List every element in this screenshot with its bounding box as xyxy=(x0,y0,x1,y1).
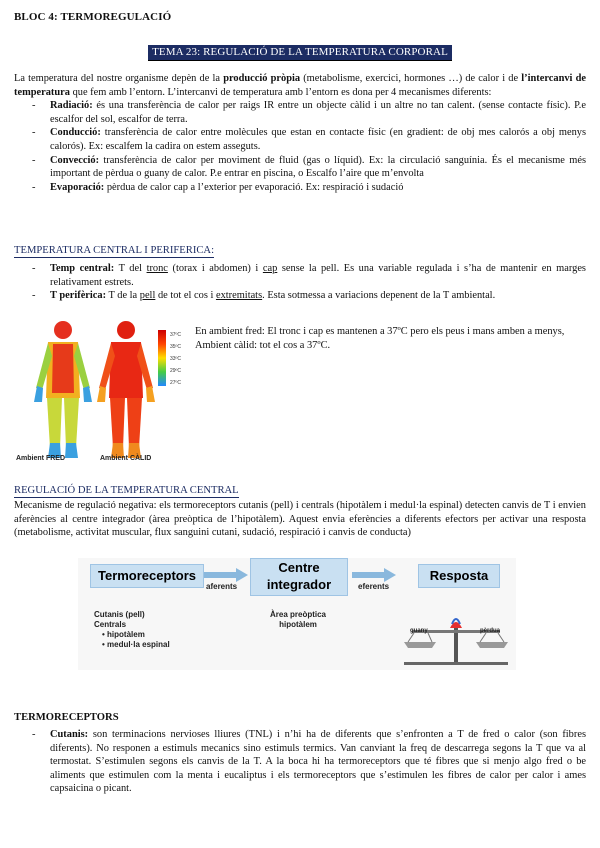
cold-body xyxy=(34,321,92,458)
intro-section xyxy=(14,72,586,194)
mechanism-list xyxy=(14,99,586,194)
theme-title: TEMA 23: REGULACIÓ DE LA TEMPERATURA CORPORAL xyxy=(148,45,452,61)
warm-body xyxy=(97,321,155,458)
temperature-scale-bar xyxy=(158,330,166,386)
regulation-paragraph: Mecanisme de regulació negativa: els termoreceptors cutanis (pell) i centrals (hipotàlem i medul·la espinal) detecten canvis de T i envien aferències al centre integrador (àrea preòptica de l’hipotàlem). Aquest envia eferències a diferents efectors per activar una resposta (metabolisme, activitat muscular, flux sanguini cutani, sudació, respiració i canvis de conducta) xyxy=(14,500,586,539)
balance-scale-icon xyxy=(400,602,512,668)
section-heading-regulation: REGULACIÓ DE LA TEMPERATURA CENTRAL xyxy=(14,485,239,496)
scale-label: 27ºC xyxy=(170,380,181,386)
scale-label: 29ºC xyxy=(170,368,181,374)
thermoreceptor-list xyxy=(14,728,586,796)
list-item: - Cutanis: son terminacions nervioses lliures (TNL) i n’hi ha de diferents que s’enfronten a T de fred o calor (son fibres diferents). No responen a estimuls mecanics sino estimuls termics. Van canviant la freq de descarrega segons la T que va al termostat. S’estimulen segons els canvis de la T. A la boca hi ha termoreceptors que té fibres que si menjo algo fred o be aliments que estimulen com la menta i eucaliptus i els termoreceptors que s’estimulen les fibres de calor per calor i ames capsaicina o picant. xyxy=(14,728,586,796)
figure-text-warm: Ambient càlid: tot el cos a 37ºC. xyxy=(195,339,331,351)
central-list xyxy=(14,262,586,303)
caption-cold: Ambient FRED xyxy=(16,455,65,462)
block-title: BLOC 4: TERMOREGULACIÓ xyxy=(14,11,172,23)
scale-label: 33ºC xyxy=(170,356,181,362)
list-item: - T perifèrica: T de la pell de tot el cos i extremitats. Esta sotmessa a variacions depenent de la T ambiental. xyxy=(14,289,586,303)
afferent-arrow xyxy=(204,568,248,582)
efferent-label: eferents xyxy=(358,582,390,591)
list-item: - Conducció: transferència de calor entre molècules que estan en contacte físic (en gradient: de obj mes calorós a obj menys calorós). Ex: escalfem la cadira on estem asseguts. xyxy=(14,126,586,153)
scale-label: 35ºC xyxy=(170,344,181,350)
scale-loss-label: pèrdua xyxy=(480,628,501,634)
figure-text-cold: En ambient fred: El tronc i cap es mantenen a 37ºC pero els peus i mans amben a menys, xyxy=(195,326,565,337)
section-heading-central: TEMPERATURA CENTRAL I PERIFERICA: xyxy=(14,245,215,256)
figure-description xyxy=(195,325,585,352)
response-box: Resposta xyxy=(418,564,500,588)
thermoreceptors-section xyxy=(14,728,586,796)
intro-paragraph: La temperatura del nostre organisme depèn de la producció pròpia (metabolisme, exercici, hormones …) de calor i de l’intercanvi de temperatura que fem amb l’entorn. L’intercanvi de temperatura amb l’entorn es dona per 4 mecanismes diferents: xyxy=(14,73,586,98)
central-section xyxy=(14,262,586,303)
integrator-box: Centre integrador xyxy=(250,558,348,596)
afferent-label: aferents xyxy=(206,582,238,591)
scale-label: 37ºC xyxy=(170,332,181,338)
caption-warm: Ambient CÀLID xyxy=(100,455,152,462)
list-item: - Convecció: transferència de calor per moviment de fluid (gas o líquid). Ex: la circulació sanguínia. És el mecanisme més important de pèrdua o guany de calor. P.e entrar en piscina, o Escalfo l’aire que m’envolta xyxy=(14,154,586,181)
integrator-detail: Àrea preòptica hipotàlem xyxy=(269,610,327,629)
theme-title-wrap xyxy=(0,42,600,61)
efferent-arrow xyxy=(352,568,396,582)
section-heading-thermoreceptors: TERMORECEPTORS xyxy=(14,712,119,723)
list-item: - Evaporació: pèrdua de calor cap a l’exterior per evaporació. Ex: respiració i sudació xyxy=(14,181,586,195)
thermal-body-figure xyxy=(28,318,188,468)
receptor-list: Cutanis (pell) Centrals • hipotàlem • medul·la espinal xyxy=(94,610,170,649)
scale-gain-label: guany xyxy=(410,628,428,634)
list-item: - Temp central: T del tronc (torax i abdomen) i cap sense la pell. Es una variable regulada i s’ha de mantenir en marges relativament estrets. xyxy=(14,262,586,289)
list-item: - Radiació: és una transferència de calor per raigs IR entre un objecte càlid i un altre no tan calent. (sense contacte físic). P.e escalfor del sol, escalfor de terra. xyxy=(14,99,586,126)
regulation-diagram xyxy=(78,558,516,670)
thermoreceptors-box: Termoreceptors xyxy=(90,564,204,588)
